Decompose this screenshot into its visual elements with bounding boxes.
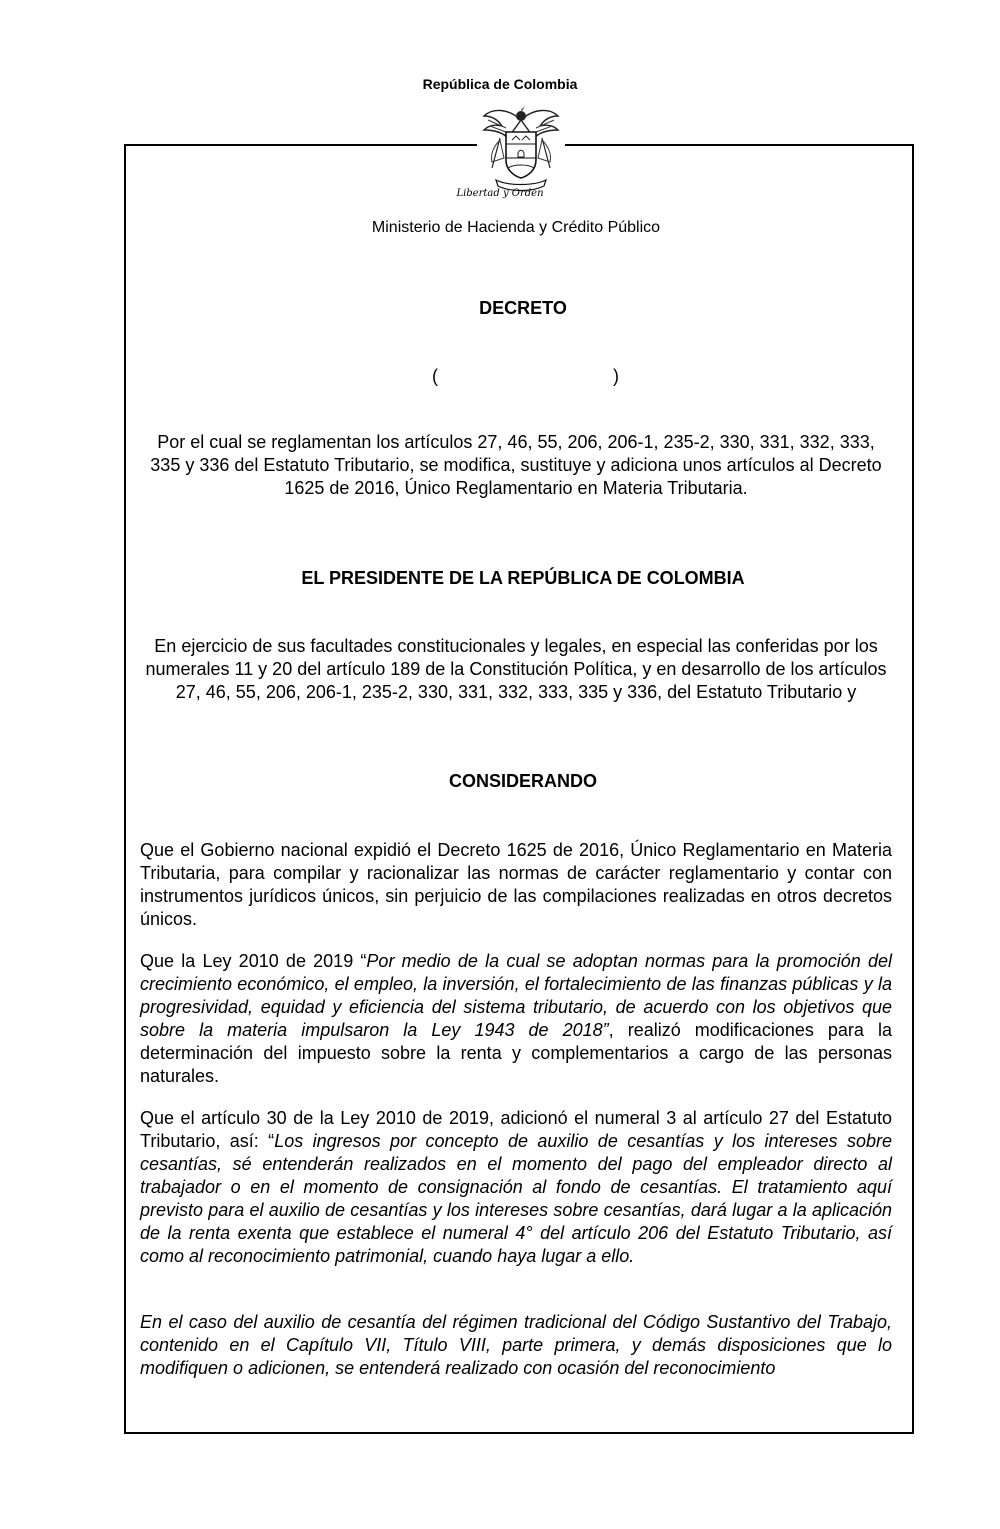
decree-subject: Por el cual se reglamentan los artículos 27, 46, 55, 206, 206-1, 235-2, 330, 331, 332, 333, 335 y 336 del Estatuto Tributario, se modifica, sustituye y adiciona unos artículos al Decreto 1625 de 2016, Único Reglamentario en Materia Tributaria. bbox=[150, 432, 882, 498]
paragraph-2-tail: , realizó modificaciones para la determinación del impuesto sobre la renta y complementarios a cargo de las personas naturales. bbox=[140, 1020, 892, 1086]
powers-paragraph: En ejercicio de sus facultades constitucionales y legales, en especial las conferidas por los numerales 11 y 20 del artículo 189 de la Constitución Política, y en desarrollo de los artículos 27, 46, 55, 206, 206-1, 235-2, 330, 331, 332, 333, 335 y 336, del Estatuto Tributario y bbox=[145, 636, 887, 702]
paragraph-3-lead: Que el artículo 30 de la Ley 2010 de 2019, adicionó el numeral 3 al artículo 27 del Estatuto Tributario, así: “ bbox=[140, 1108, 892, 1151]
considerando-paragraph-1: Que el Gobierno nacional expidió el Decreto 1625 de 2016, Único Reglamentario en Materia Tributaria, para compilar y racionalizar las normas de carácter reglamentario y contar con instrumentos jurídicos únicos, sin perjuicio de las compilaciones realizadas en otros decretos únicos. bbox=[140, 840, 892, 929]
considerando-heading: CONSIDERANDO bbox=[448, 771, 597, 791]
country-header: República de Colombia bbox=[422, 76, 578, 92]
considerando-paragraph-3 bbox=[140, 1107, 892, 1268]
motto: Libertad y Orden bbox=[456, 188, 544, 199]
cesantia-quote: En el caso del auxilio de cesantía del régimen tradicional del Código Sustantivo del Trabajo, contenido en el Capítulo VII, Título VIII, parte primera, y demás disposiciones que lo modifiquen o adicionen, se entenderá realizado con ocasión del reconocimiento bbox=[140, 1312, 892, 1378]
ministry-name: Ministerio de Hacienda y Crédito Público bbox=[371, 219, 661, 236]
considerando-paragraph-2 bbox=[140, 950, 892, 1088]
document-type-title: DECRETO bbox=[479, 298, 567, 318]
paragraph-2-lead: Que la Ley 2010 de 2019 “ bbox=[140, 951, 367, 971]
considerando-paragraph-4 bbox=[140, 1311, 892, 1380]
authority-heading: EL PRESIDENTE DE LA REPÚBLICA DE COLOMBIA bbox=[301, 568, 745, 588]
law-title-quote: Por medio de la cual se adoptan normas para la promoción del crecimiento económico, el empleo, la inversión, el fortalecimiento de las finanzas públicas y la progresividad, equidad y eficiencia del sistema tributario, de acuerdo con los objetivos que sobre la materia impulsaron la Ley 1943 de 2018” bbox=[140, 951, 892, 1040]
decree-number-open-paren: ( bbox=[432, 366, 438, 386]
article-27-quote: Los ingresos por concepto de auxilio de cesantías y los intereses sobre cesantías, sé entenderán realizados en el momento del pago del empleador directo al trabajador o en el momento de consignación al fondo de cesantías. El tratamiento aquí previsto para el auxilio de cesantías y los intereses sobre cesantías, dará lugar a la aplicación de la renta exenta que establece el numeral 4° del artículo 206 del Estatuto Tributario, así como al reconocimiento patrimonial, cuando haya lugar a ello. bbox=[140, 1131, 892, 1266]
decree-number-close-paren: ) bbox=[613, 366, 619, 386]
